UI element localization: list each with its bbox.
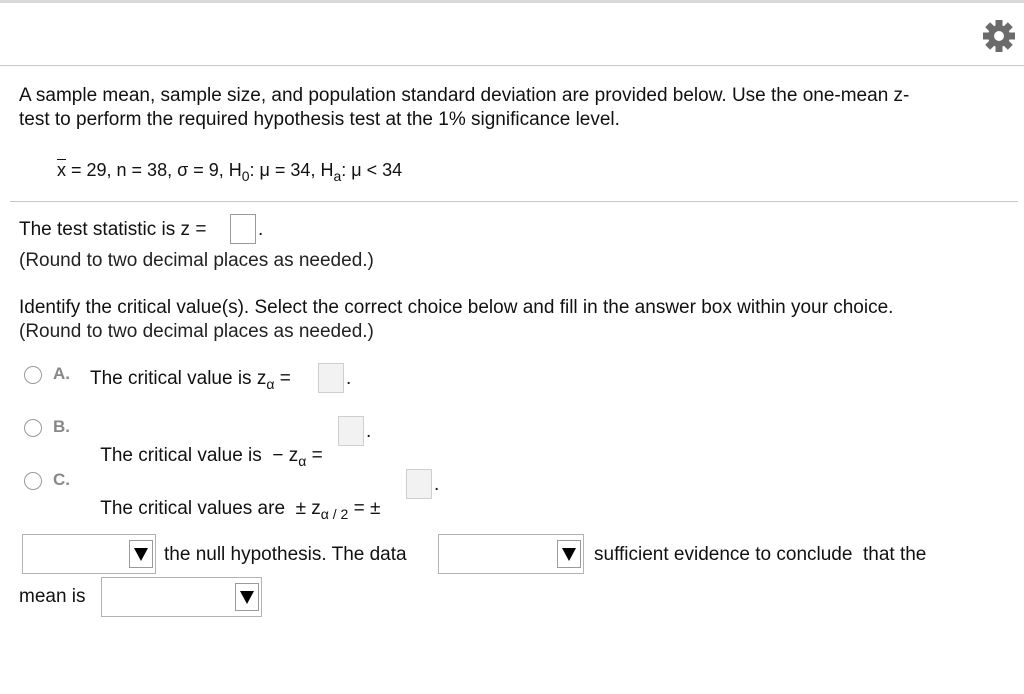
gear-icon[interactable] (980, 17, 1018, 55)
mean-direction-dropdown[interactable] (101, 577, 262, 617)
choice-c-text: The critical values are ± $z_{\alpha / 2}$ = ± (100, 498, 381, 522)
choice-c-letter: C. (53, 470, 70, 489)
choice-b-period: . (366, 421, 372, 442)
choice-a-input[interactable] (318, 363, 344, 393)
choice-c-radio[interactable] (24, 472, 42, 490)
problem-prompt-line1: A sample mean, sample size, and population standard deviation are provided below. Use the one-mean z- (19, 85, 910, 106)
triangle-down-icon[interactable] (557, 540, 581, 568)
round-note-2: (Round to two decimal places as needed.) (19, 321, 374, 342)
choice-a-text: The critical value is $z_\alpha$ = (90, 368, 291, 392)
conclusion-text-3: mean is (19, 586, 86, 607)
problem-prompt-line2: test to perform the required hypothesis test at the 1% significance level. (19, 109, 620, 130)
given-part1: = 29, n = 38, σ = 9, H (66, 160, 242, 180)
conclusion-text-1: the null hypothesis. The data (164, 544, 407, 565)
choice-b-radio[interactable] (24, 419, 42, 437)
choice-a-radio[interactable] (24, 366, 42, 384)
toolbar-divider (0, 65, 1024, 66)
test-statistic-period: . (258, 219, 264, 240)
h0-subscript: 0 (241, 168, 250, 184)
decision-dropdown[interactable] (22, 534, 156, 574)
toolbar (0, 3, 1024, 65)
test-statistic-input[interactable] (230, 214, 256, 244)
evidence-dropdown[interactable] (438, 534, 584, 574)
given-part3: : μ < 34 (341, 160, 403, 180)
choice-b-input[interactable] (338, 416, 364, 446)
choice-b-letter: B. (53, 417, 70, 436)
critical-value-instructions: Identify the critical value(s). Select the correct choice below and fill in the answer box within your choice. (19, 297, 894, 318)
ha-subscript: a (333, 168, 342, 184)
section-divider (10, 201, 1018, 202)
test-statistic-label: The test statistic is z = (19, 219, 207, 240)
conclusion-text-2: sufficient evidence to conclude that the (594, 544, 927, 565)
choice-a-letter: A. (53, 364, 70, 383)
round-note-1: (Round to two decimal places as needed.) (19, 250, 374, 271)
triangle-down-icon[interactable] (235, 583, 259, 611)
given-part2: : μ = 34, H (249, 160, 334, 180)
choice-b-text: The critical value is − $z_\alpha$ = (100, 445, 323, 469)
given-values (57, 158, 402, 188)
choice-a-period: . (346, 368, 352, 389)
xbar-symbol: $\overline{x}$ (57, 160, 66, 180)
choice-c-input[interactable] (406, 469, 432, 499)
choice-c-period: . (434, 474, 440, 495)
triangle-down-icon[interactable] (129, 540, 153, 568)
